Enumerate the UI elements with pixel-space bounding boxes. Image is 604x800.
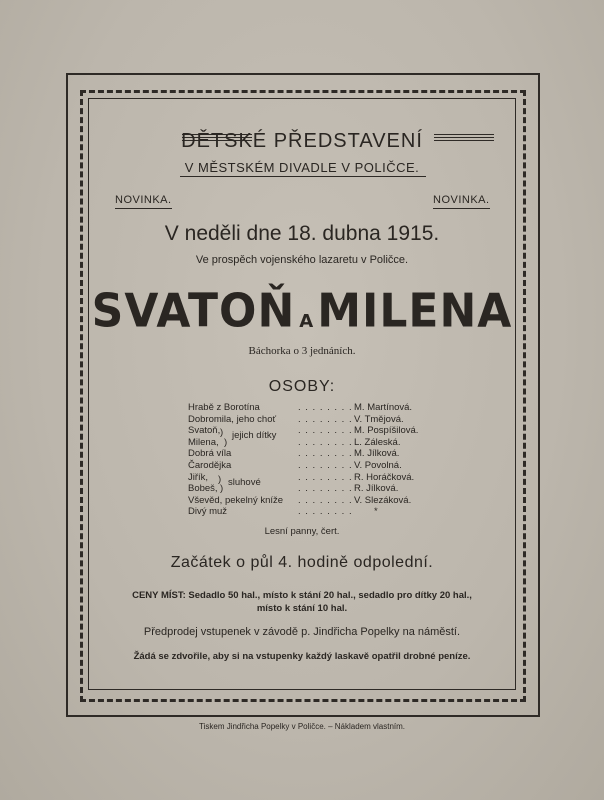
group-label-servants: sluhové [228,476,261,488]
prices-line1: CENY MÍST: Sedadlo 50 hal., místo k stání 20 hal., sedadlo pro dítky 20 hal., [132,590,472,601]
cast-actor: M. Pospíšilová. [354,425,419,437]
play-title-part2: MILENA [317,284,513,339]
play-title-conj: A [299,311,314,332]
brace-mark: ) [220,427,224,439]
cast-actor: V. Povolná. [354,459,402,471]
cast-actor: V. Tmějová. [354,413,404,425]
leader-dots: . . . . . . . . [298,448,353,460]
cast-row [188,495,428,507]
cast-row [188,437,428,449]
extras-line: Lesní panny, čert. [264,526,340,537]
genre-line: Báchorka o 3 jednáních. [248,345,356,357]
leader-dots: . . . . . . . . [298,425,353,437]
brace-mark: ) [224,436,228,448]
printer-imprint: Tiskem Jindřicha Popelky v Poličce. – Nákladem vlastním. [199,722,405,731]
leader-dots: . . . . . . . . [298,413,353,425]
cast-actor: * [374,506,378,518]
cast-row [188,460,428,472]
brace-mark: ) [218,473,222,485]
cast-actor: R. Jílková. [354,483,399,495]
cast-role: Dobrá víla [188,448,232,460]
presale-line: Předprodej vstupenek v závodě p. Jindřicha Popelky na náměstí. [143,626,461,638]
cast-actor: V. Slezáková. [354,494,412,506]
cast-role: Jiřík, [188,471,209,483]
cast-list [188,402,428,518]
benefit-line: Ve prospěch vojenského lazaretu v Poličce. [195,254,409,266]
leader-dots: . . . . . . . . [298,471,353,483]
title-rule [180,176,426,177]
cast-role: Divý muž [188,506,228,518]
prices [88,589,516,615]
cast-actor: L. Záleská. [354,436,401,448]
novinka-right: NOVINKA. [433,194,490,209]
cast-row [188,483,428,495]
start-time: Začátek o půl 4. hodině odpolední. [170,554,434,571]
request-line: Žádá se zdvořile, aby si na vstupenky každý laskavě opatřil drobné peníze. [133,651,471,662]
group-label-children: jejich dítky [232,430,277,442]
leader-dots: . . . . . . . . [298,494,353,506]
cast-heading: OSOBY: [268,378,336,395]
cast-role: Vševěd, pekelný kníže [188,494,284,506]
cast-role: Hrabě z Borotína [188,402,260,413]
leader-dots: . . . . . . . . [298,459,353,471]
cast-actor: M. Jílková. [354,448,400,460]
date-line: V neděli dne 18. dubna 1915. [164,222,440,245]
cast-role: Milena, [188,436,219,448]
leader-dots: . . . . . . . . [298,402,353,413]
poster-title: DĚTSKÉ PŘEDSTAVENÍ [181,130,423,152]
novinka-left: NOVINKA. [115,194,172,209]
cast-actor: M. Martínová. [354,402,413,413]
cast-role: Svatoň, [188,425,221,437]
cast-row [188,448,428,460]
poster-subtitle: V MĚSTSKÉM DIVADLE V POLIČCE. [184,160,420,175]
prices-line2: místo k stání 10 hal. [256,603,348,614]
cast-role: Dobromila, jeho choť [188,413,277,425]
cast-actor: R. Horáčková. [354,471,415,483]
cast-role: Čarodějka [188,459,232,471]
cast-row [188,506,428,518]
leader-dots: . . . . . . . . [298,506,353,518]
cast-row [188,402,428,414]
play-title [88,286,516,337]
brace-mark: ) [220,483,224,495]
cast-role: Bobeš, [188,483,218,495]
leader-dots: . . . . . . . . [298,483,353,495]
cast-row [188,414,428,426]
leader-dots: . . . . . . . . [298,436,353,448]
cast-row [188,471,428,488]
play-title-part1: SVATOŇ [91,284,296,339]
